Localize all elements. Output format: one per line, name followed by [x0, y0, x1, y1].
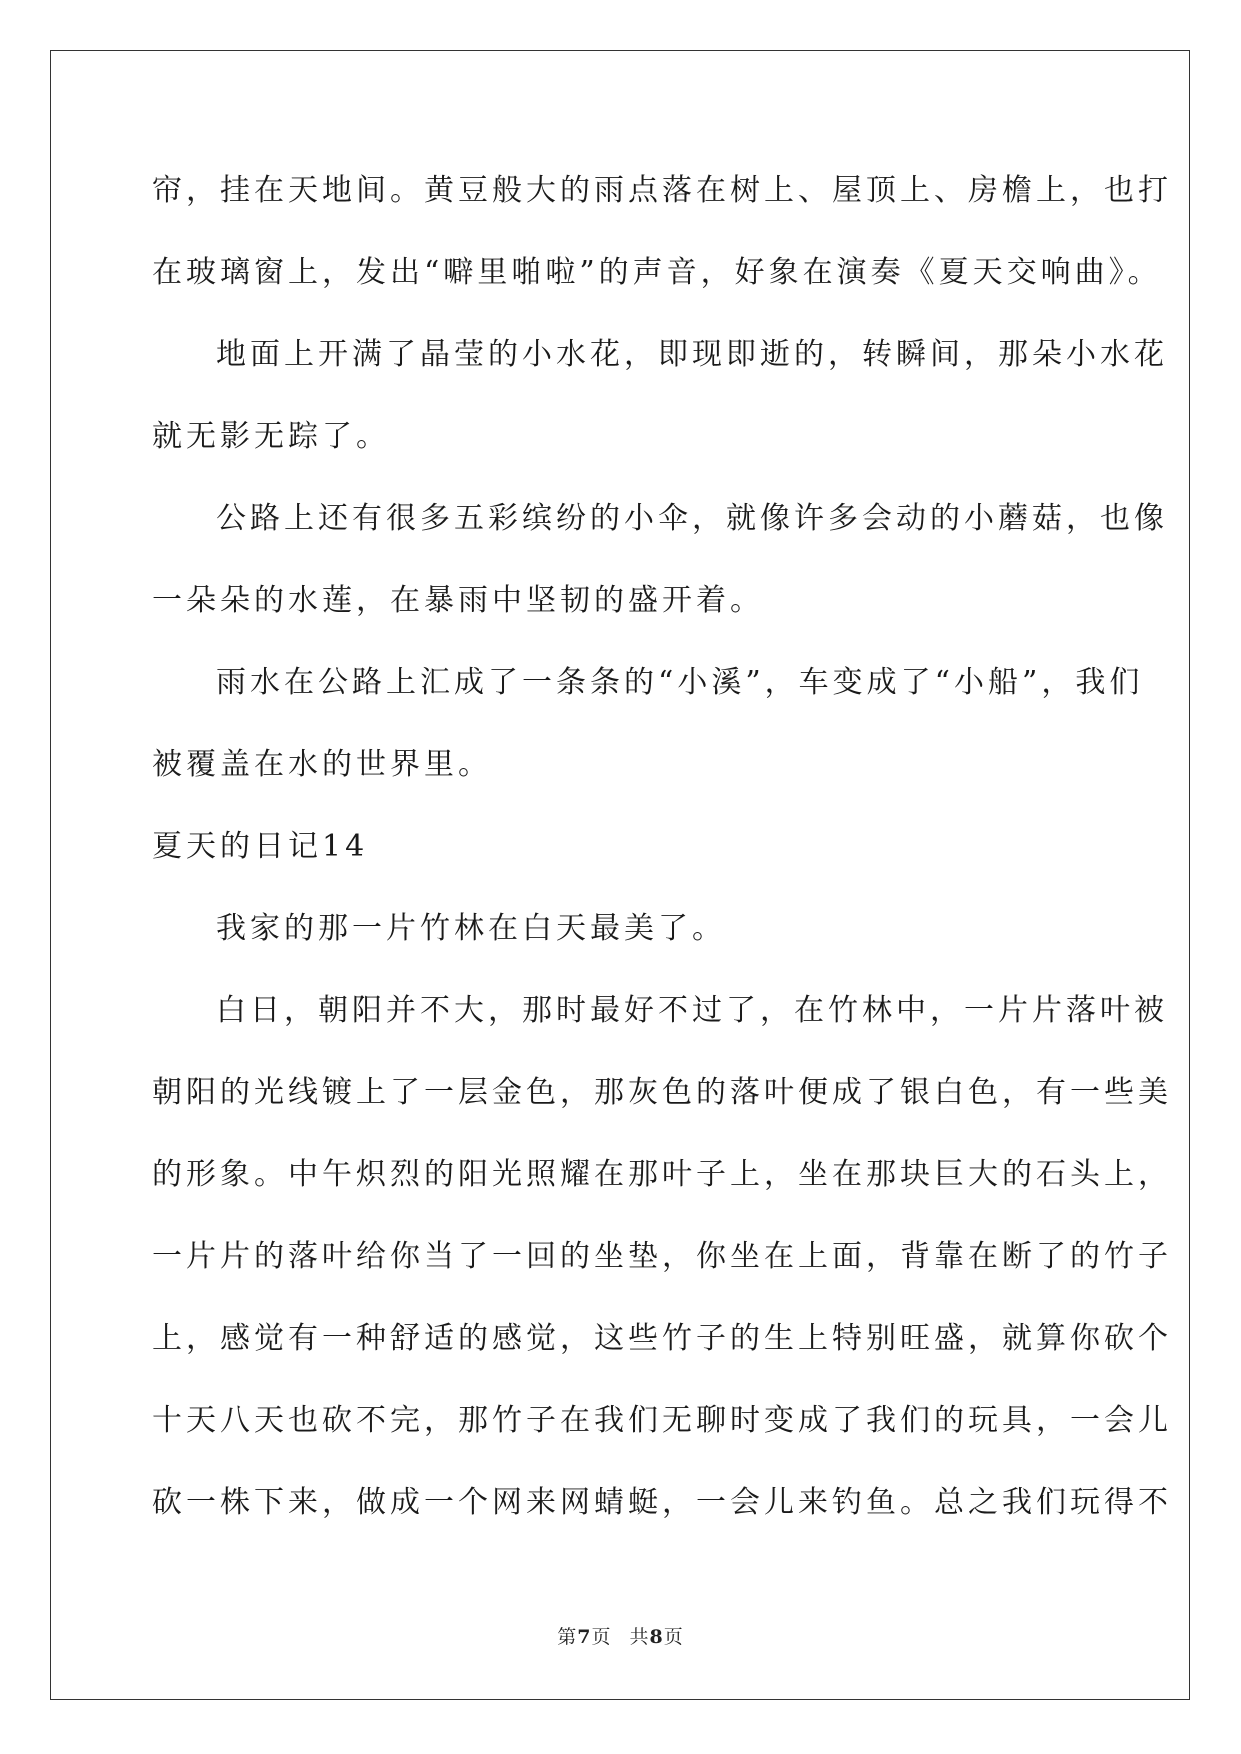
page-suffix: 页 — [591, 1626, 612, 1648]
page-footer — [0, 1622, 1241, 1649]
text-line: 地面上开满了晶莹的小水花，即现即逝的，转瞬间，那朵小水花 — [216, 337, 1168, 372]
text-line: 被覆盖在水的世界里。 — [152, 747, 492, 782]
section-heading: 夏天的日记14 — [152, 829, 369, 864]
text-line: 的形象。中午炽烈的阳光照耀在那叶子上，坐在那块巨大的石头上， — [152, 1157, 1172, 1192]
text-line: 帘，挂在天地间。黄豆般大的雨点落在树上、屋顶上、房檐上，也打 — [152, 173, 1172, 208]
total-suffix: 页 — [663, 1626, 684, 1648]
text-line: 公路上还有很多五彩缤纷的小伞，就像许多会动的小蘑菇，也像 — [216, 501, 1168, 536]
page-total: 8 — [649, 1626, 664, 1648]
text-line: 我家的那一片竹林在白天最美了。 — [216, 911, 726, 946]
text-line: 一朵朵的水莲，在暴雨中坚韧的盛开着。 — [152, 583, 764, 618]
total-prefix: 共 — [629, 1626, 650, 1648]
page-prefix: 第 — [557, 1626, 578, 1648]
page-number: 7 — [577, 1626, 592, 1648]
text-line: 上，感觉有一种舒适的感觉，这些竹子的生上特别旺盛，就算你砍个 — [152, 1321, 1172, 1356]
document-body — [152, 158, 1172, 1552]
text-line: 雨水在公路上汇成了一条条的“小溪”，车变成了“小船”，我们 — [216, 665, 1144, 700]
text-line: 一片片的落叶给你当了一回的坐垫，你坐在上面，背靠在断了的竹子 — [152, 1239, 1172, 1274]
text-line: 朝阳的光线镀上了一层金色，那灰色的落叶便成了银白色，有一些美 — [152, 1075, 1172, 1110]
text-line: 白日，朝阳并不大，那时最好不过了，在竹林中，一片片落叶被 — [216, 993, 1168, 1028]
text-line: 在玻璃窗上，发出“噼里啪啦”的声音，好象在演奏《夏天交响曲》。 — [152, 255, 1162, 290]
text-line: 就无影无踪了。 — [152, 419, 390, 454]
text-line: 十天八天也砍不完，那竹子在我们无聊时变成了我们的玩具，一会儿 — [152, 1403, 1172, 1438]
text-line: 砍一株下来，做成一个网来网蜻蜓，一会儿来钓鱼。总之我们玩得不 — [152, 1485, 1172, 1520]
